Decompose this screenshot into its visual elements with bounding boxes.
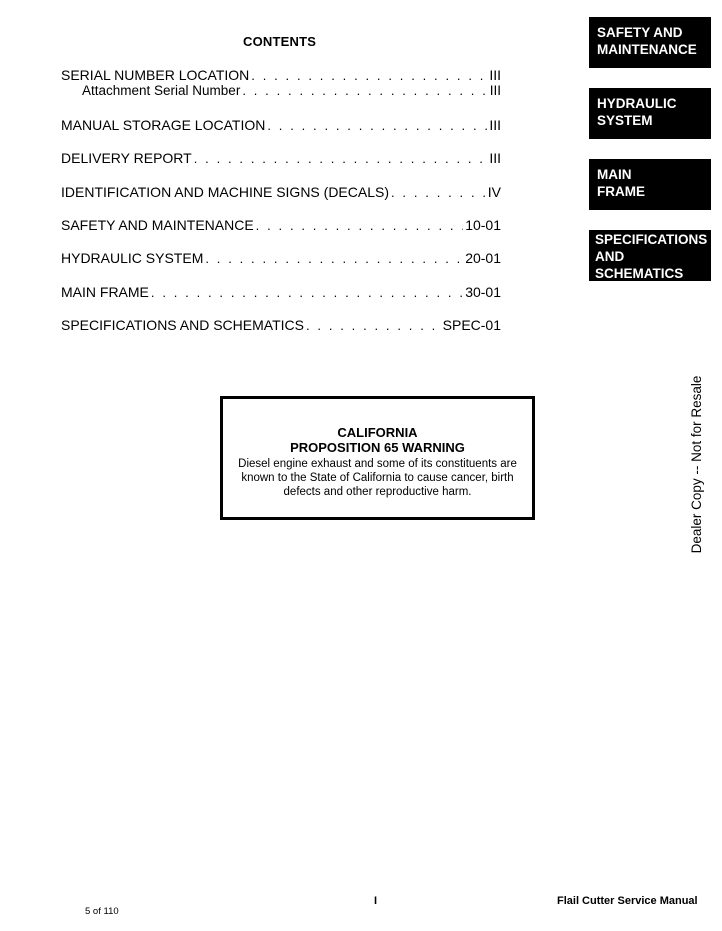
warning-heading: CALIFORNIA — [337, 425, 418, 440]
toc-entry-manual-storage-location[interactable] — [61, 117, 501, 135]
warning-subheading: PROPOSITION 65 WARNING — [290, 440, 465, 455]
toc-entry-label: DELIVERY REPORT — [61, 150, 192, 166]
tab-label-line: HYDRAULIC — [597, 96, 677, 111]
toc-entry-attachment-serial-number[interactable] — [82, 83, 501, 101]
dealer-copy-note: Dealer Copy -- Not for Resale — [689, 375, 704, 554]
toc-entry-specifications-and-schematics[interactable] — [61, 317, 501, 335]
toc-entry-delivery-report[interactable] — [61, 150, 501, 168]
footer-page-number: I — [374, 895, 378, 907]
section-tab-safety-and-maintenance[interactable] — [589, 17, 711, 68]
toc-entry-label: MANUAL STORAGE LOCATION — [61, 117, 266, 133]
toc-entry-page: III — [489, 67, 501, 83]
tab-label-line: AND — [595, 249, 625, 264]
prop65-warning-box — [220, 396, 535, 520]
tab-label-line: SYSTEM — [597, 113, 653, 128]
toc-entry-safety-and-maintenance[interactable] — [61, 217, 501, 235]
tab-label-line: SPECIFICATIONS — [595, 232, 708, 247]
warning-text-line: defects and other reproductive harm. — [283, 486, 472, 498]
section-tab-hydraulic-system[interactable] — [589, 88, 711, 139]
contents-title: CONTENTS — [243, 34, 317, 49]
toc-entry-page: SPEC-01 — [442, 317, 501, 333]
toc-entry-label: HYDRAULIC SYSTEM — [61, 250, 204, 266]
toc-entry-label: SAFETY AND MAINTENANCE — [61, 217, 254, 233]
toc-leader-dots — [205, 251, 463, 266]
toc-entry-page: III — [489, 83, 501, 98]
toc-leader-dots — [256, 218, 464, 233]
toc-entry-page: 20-01 — [465, 250, 501, 266]
tab-label-line: SAFETY AND — [597, 25, 683, 40]
toc-entry-page: IV — [487, 184, 501, 200]
toc-leader-dots — [242, 83, 487, 98]
toc-entry-page: 10-01 — [465, 217, 501, 233]
section-tab-specifications-and-schematics[interactable] — [589, 230, 711, 281]
footer-manual-title: Flail Cutter Service Manual — [557, 895, 698, 907]
toc-entry-page: III — [489, 117, 501, 133]
warning-text-line: known to the State of California to cause cancer, birth — [241, 472, 514, 484]
section-tab-main-frame[interactable] — [589, 159, 711, 210]
toc-entry-page: 30-01 — [465, 284, 501, 300]
toc-leader-dots — [391, 185, 486, 200]
toc-entry-label: Attachment Serial Number — [82, 83, 241, 98]
toc-entry-label: MAIN FRAME — [61, 284, 149, 300]
warning-text — [223, 457, 532, 499]
tab-label-line: FRAME — [597, 184, 645, 199]
toc-entry-identification-decals[interactable] — [61, 184, 501, 202]
toc-entry-label: SERIAL NUMBER LOCATION — [61, 67, 250, 83]
tab-label-line: SCHEMATICS — [595, 266, 684, 281]
toc-leader-dots — [267, 118, 487, 133]
toc-leader-dots — [194, 151, 488, 166]
toc-entry-label: SPECIFICATIONS AND SCHEMATICS — [61, 317, 304, 333]
warning-text-line: Diesel engine exhaust and some of its constituents are — [238, 458, 517, 470]
toc-entry-page: III — [489, 150, 501, 166]
toc-leader-dots — [306, 318, 441, 333]
toc-entry-label: IDENTIFICATION AND MACHINE SIGNS (DECALS) — [61, 184, 389, 200]
toc-leader-dots — [251, 68, 487, 83]
tab-label-line: MAINTENANCE — [597, 42, 697, 57]
toc-entry-main-frame[interactable] — [61, 284, 501, 302]
footer-page-count: 5 of 110 — [85, 906, 119, 917]
tab-label-line: MAIN — [597, 167, 632, 182]
toc-entry-hydraulic-system[interactable] — [61, 250, 501, 268]
toc-leader-dots — [151, 285, 463, 300]
